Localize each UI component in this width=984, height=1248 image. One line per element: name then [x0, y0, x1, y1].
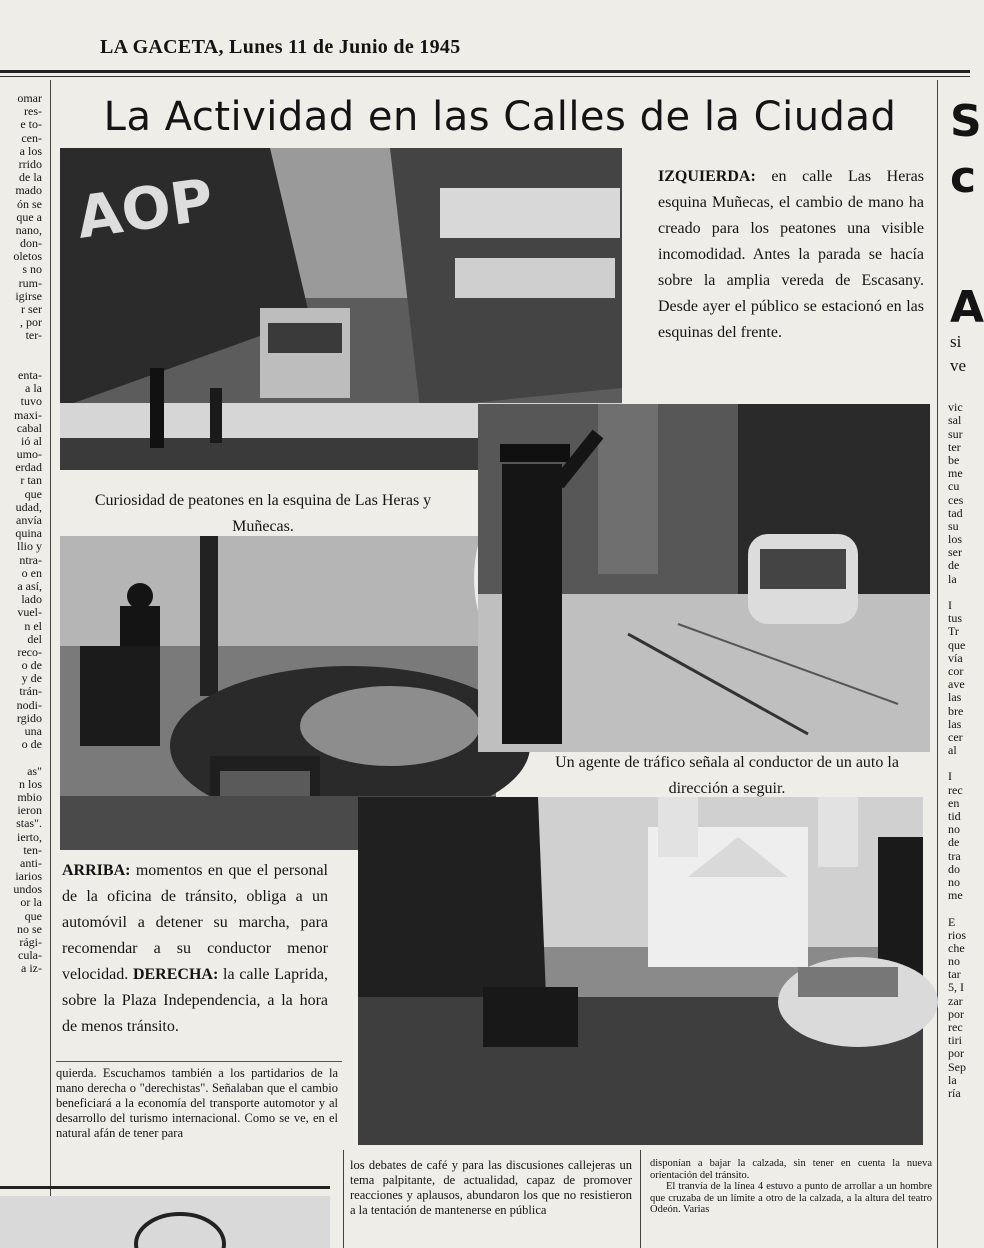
- caption-izquierda: [658, 164, 924, 346]
- right-column-line: cu: [948, 479, 960, 494]
- left-column-line: que: [24, 486, 42, 501]
- left-column-line: as": [27, 763, 42, 778]
- right-column-line: [948, 902, 970, 915]
- body-text-column-2: los debates de café y para las discusiones callejeras un tema palpitante, de actualidad, capaz de promover reacciones y aplausos, abundaron los que no resistieron a la tentación de mantenerse en pública: [350, 1158, 632, 1217]
- photo-oval-traffic-agent: [474, 400, 934, 756]
- caption-oval: Un agente de tráfico señala al conductor de un auto la dirección a seguir.: [555, 754, 899, 797]
- left-column-line: nano,: [15, 222, 42, 237]
- left-column-line: vuel-: [17, 605, 42, 620]
- left-column-line: de la: [19, 170, 42, 185]
- caption-arriba-text: momentos en que el personal de la oficina de tránsito, obliga a un automóvil a detener su marcha, para recomendar a su conductor menor velocidad.: [62, 862, 328, 983]
- left-column-line: ió al: [21, 433, 42, 448]
- right-column-line: ces: [948, 492, 964, 507]
- right-edge-word-1: si: [950, 332, 962, 351]
- right-column-line: de: [948, 835, 960, 850]
- left-column-line: a los: [19, 143, 42, 158]
- right-column-line: I: [948, 598, 952, 612]
- left-column-line: n el: [24, 618, 42, 633]
- left-column-line: trán-: [19, 684, 42, 699]
- right-column-line: tad: [948, 505, 963, 520]
- left-column-line: del: [27, 631, 42, 646]
- right-column-line: tiri: [948, 1033, 962, 1048]
- right-column-line: rios: [948, 927, 966, 942]
- left-column-line: undos: [13, 882, 42, 897]
- right-column-line: ave: [948, 677, 965, 692]
- caption-izquierda-lead: IZQUIERDA:: [658, 168, 756, 185]
- column-rule-right: [937, 80, 938, 1248]
- left-column-line: r ser: [21, 302, 42, 316]
- left-column-line: cula-: [18, 948, 42, 963]
- right-column-line: cor: [948, 663, 964, 678]
- right-column-line: la: [948, 1072, 957, 1087]
- right-column-line: en: [948, 795, 960, 810]
- right-column-line: tid: [948, 809, 961, 823]
- right-column-line: E: [948, 914, 956, 929]
- left-column-line: mado: [15, 183, 42, 198]
- left-column-line: lado: [21, 592, 42, 607]
- left-column-line: quina: [15, 526, 42, 541]
- masthead-rule: [0, 70, 970, 73]
- right-column-line: las: [948, 690, 962, 705]
- left-column-line: udad,: [15, 499, 42, 514]
- left-column-line: maxi-: [14, 407, 42, 422]
- left-column-line: a la: [25, 381, 42, 396]
- photo-plaza-independencia: [358, 797, 923, 1145]
- right-column-line: I: [948, 769, 952, 784]
- left-column-line: [0, 343, 42, 356]
- right-column-line: ría: [948, 1085, 961, 1100]
- right-column-text-fragments: [948, 388, 970, 1100]
- left-column-line: erdad: [15, 460, 42, 475]
- left-column-line: n los: [18, 776, 42, 791]
- right-column-line: sur: [948, 426, 963, 441]
- right-edge-word-2: ve: [950, 356, 967, 375]
- left-column-line: e to-: [20, 117, 42, 132]
- left-column-line: omar: [17, 91, 42, 105]
- right-edge-letter-3: A: [950, 282, 984, 333]
- left-column-line: [0, 356, 42, 369]
- body-text-column-1: quierda. Escuchamos también a los partidarios de la mano derecha o "derechistas". Señalaban que el cambio beneficiará a la economía del transporte automotor y al desarrollo del turismo internacional. Como se ve, en el natural afán de tener para: [56, 1066, 338, 1140]
- left-column-line: ten-: [23, 842, 42, 857]
- right-column-line: me: [948, 466, 963, 481]
- right-column-line: los: [948, 532, 963, 547]
- right-column-line: no: [948, 822, 960, 837]
- left-column-line: ón se: [17, 196, 42, 211]
- masthead-rule-thin: [0, 76, 970, 77]
- left-column-line: , por: [20, 315, 42, 330]
- right-column-line: zar: [948, 993, 963, 1008]
- left-column-line: cen-: [21, 130, 42, 145]
- right-column-line: tar: [948, 967, 961, 982]
- right-column-line: no: [948, 954, 960, 969]
- left-column-line: nodi-: [16, 697, 42, 712]
- body-text-column-3-para-1: disponían a bajar la calzada, sin tener en cuenta la nueva orientación del tránsito.: [650, 1158, 932, 1181]
- left-column-line: que: [24, 908, 42, 923]
- rule-bottom-left: [56, 1061, 342, 1062]
- left-column-line: ieron: [17, 803, 42, 818]
- left-column-line: ntra-: [19, 552, 42, 567]
- left-column-line: ter-: [25, 328, 42, 343]
- left-column-line: llio y: [16, 539, 42, 554]
- left-column-line: rum-: [18, 275, 42, 290]
- right-column-line: Sep: [948, 1059, 966, 1074]
- left-column-line: no se: [17, 921, 42, 936]
- right-column-line: por: [948, 1046, 964, 1061]
- left-column-line: ierto,: [17, 829, 42, 844]
- right-column-line: sal: [948, 413, 962, 428]
- right-column-line: al: [948, 743, 957, 758]
- column-rule-bottom-2: [640, 1150, 641, 1248]
- right-column-line: la: [948, 571, 957, 586]
- right-column-line: no: [948, 874, 960, 889]
- right-edge-letter-2: c: [950, 152, 977, 203]
- right-column-line: de: [948, 558, 960, 573]
- advert-rule: [0, 1186, 330, 1189]
- right-column-line: bre: [948, 703, 964, 718]
- left-column-line: a así,: [17, 578, 42, 593]
- right-column-line: rec: [948, 1020, 963, 1034]
- caption-derecha-text: la calle Laprida, sobre la Plaza Independencia, a la hora de menos tránsito.: [62, 966, 329, 1035]
- left-column-line: [0, 751, 42, 764]
- left-column-line: rági-: [19, 935, 42, 949]
- left-column-line: stas".: [16, 816, 42, 831]
- body-text-column-3-para-2: El tranvía de la línea 4 estuvo a punto de arrollar a un hombre que cruzaba de un límite a otro de la calzada, a la altura del teatro Odeón. Varias: [650, 1181, 932, 1215]
- left-column-line: y de: [21, 671, 42, 686]
- right-column-line: su: [948, 518, 959, 533]
- masthead: LA GACETA, Lunes 11 de Junio de 1945: [100, 36, 461, 58]
- left-column-line: rrido: [18, 156, 42, 171]
- left-column-line: mbio: [17, 789, 42, 804]
- right-column-line: cer: [948, 729, 963, 744]
- right-column-line: ter: [948, 439, 961, 454]
- left-column-line: enta-: [18, 367, 42, 382]
- column-rule-left: [50, 80, 51, 1248]
- caption-derecha-lead: DERECHA:: [132, 966, 219, 983]
- left-column-line: o de: [21, 737, 42, 752]
- left-column-line: res-: [24, 104, 42, 119]
- headline: La Actividad en las Calles de la Ciudad: [103, 94, 897, 140]
- advert-illustration: [0, 1196, 330, 1248]
- left-column-line: una: [24, 724, 42, 738]
- right-column-line: 5, I: [948, 980, 964, 995]
- caption-arriba-lead: ARRIBA:: [62, 862, 131, 879]
- right-edge-letter-1: S: [950, 96, 982, 147]
- right-column-line: me: [948, 888, 963, 903]
- left-column-line: a iz-: [21, 961, 42, 976]
- left-column-line: anvía: [16, 513, 42, 527]
- right-column-line: be: [948, 452, 960, 467]
- right-column-line: rec: [948, 782, 963, 797]
- left-column-line: iarios: [15, 869, 42, 884]
- svg-text:AOP: AOP: [72, 165, 218, 252]
- left-column-line: reco-: [17, 644, 42, 659]
- right-column-line: Tr: [948, 624, 959, 639]
- left-column-line: anti-: [20, 855, 42, 870]
- left-column-line: or la: [20, 895, 42, 910]
- right-column-line: che: [948, 940, 965, 955]
- left-column-line: don-: [20, 236, 42, 251]
- left-column-line: umo-: [16, 447, 42, 462]
- left-column-line: rgido: [16, 710, 42, 725]
- right-column-line: do: [948, 861, 960, 876]
- right-column-line: que: [948, 637, 966, 652]
- right-column-line: vic: [948, 400, 963, 415]
- left-column-line: que a: [16, 209, 42, 224]
- left-column-line: tuvo: [20, 394, 42, 409]
- right-column-line: vía: [948, 650, 963, 665]
- left-column-line: s no: [22, 262, 42, 277]
- left-column-line: igirse: [15, 288, 42, 303]
- left-column-line: o en: [21, 565, 42, 580]
- left-column-line: r tan: [20, 473, 42, 488]
- left-column-line: oletos: [13, 249, 42, 264]
- caption-photo-1: Curiosidad de peatones en la esquina de Las Heras y Muñecas.: [94, 492, 432, 535]
- body-text-column-3: [650, 1158, 932, 1216]
- left-column-line: cabal: [16, 420, 42, 435]
- caption-arriba-derecha: [62, 858, 328, 1040]
- caption-izquierda-text: en calle Las Heras esquina Muñecas, el cambio de mano ha creado para los peatones una visible incomodidad. Antes la parada se hacía sobre la amplia vereda de Escasany. Desde ayer el público se estacionó en las esquinas del frente.: [658, 168, 924, 341]
- right-column-line: tra: [948, 848, 961, 863]
- column-rule-bottom-1: [343, 1150, 344, 1248]
- right-column-line: tus: [948, 611, 963, 626]
- left-column-line: o de: [21, 658, 42, 673]
- right-column-line: las: [948, 716, 962, 731]
- left-column-text-fragments: [0, 92, 42, 976]
- right-column-line: por: [948, 1006, 964, 1021]
- right-column-line: ser: [948, 545, 962, 560]
